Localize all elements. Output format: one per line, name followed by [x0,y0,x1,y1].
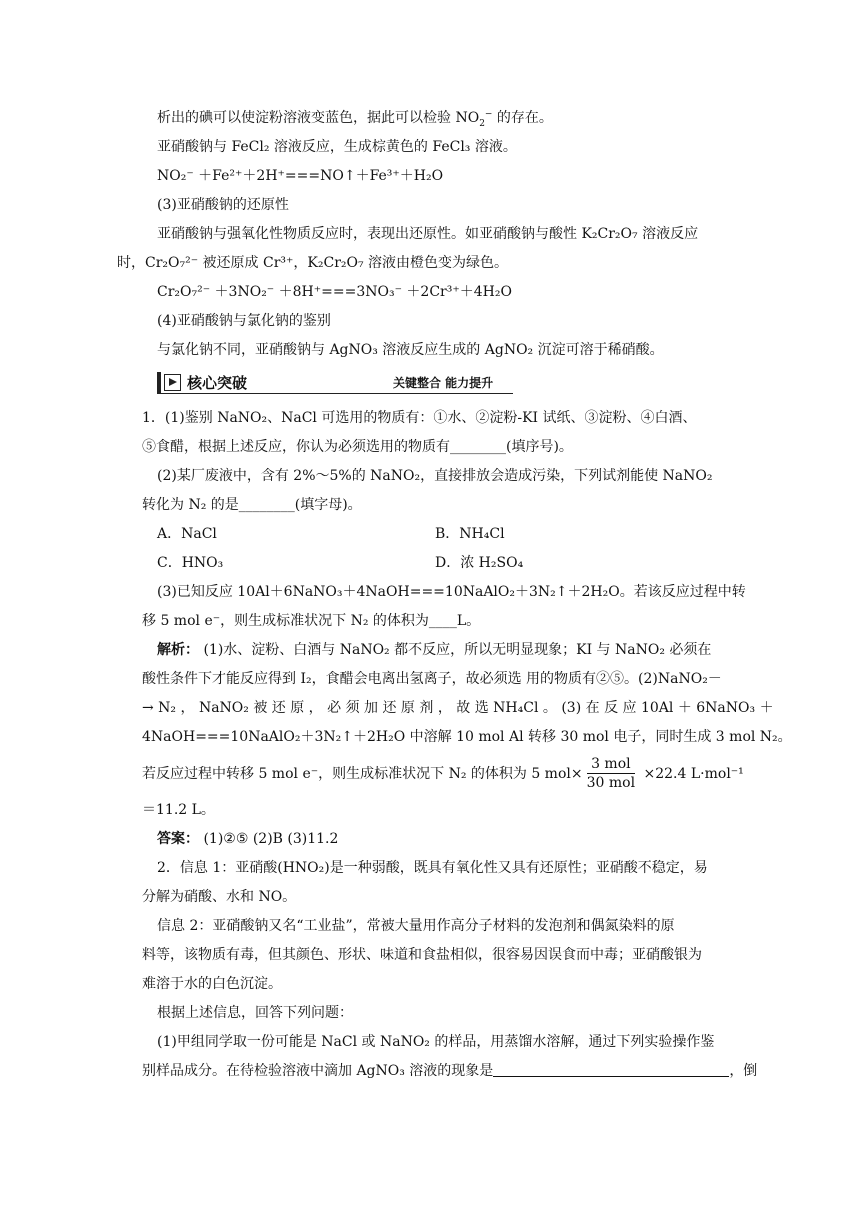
banner-subtitle: 关键整合 能力提升 [393,376,494,390]
play-icon [164,374,181,391]
question-line: ⑤食醋，根据上述反应，你认为必须选用的物质有________(填序号)。 [142,439,573,455]
answer-line: 答案： (1)②⑤ (2)B (3)11.2 [157,831,339,847]
analysis-line: → N₂ ， NaNO₂ 被 还 原 ， 必 须 加 还 原 剂 ， 故 选 NH₄Cl 。 (3) 在 反 应 10Al ＋ 6NaNO₃ ＋ [142,700,774,716]
question-line: 信息 2：亚硝酸钠又名“工业盐”，常被大量用作高分子材料的发泡剂和偶氮染料的原 [157,918,675,934]
question-line: 难溶于水的白色沉淀。 [142,976,282,992]
section-banner [157,368,513,398]
question-line: 分解为硝酸、水和 NO。 [142,889,297,905]
options-row [157,549,737,578]
text-line: 析出的碘可以使淀粉溶液变蓝色，据此可以检验 $NO_2^-$ 的存在。 [157,109,553,129]
question-line: (2)某厂废液中，含有 2%～5%的 NaNO₂，直接排放会造成污染，下列试剂能使 NaNO₂ [157,468,713,484]
question-line: 2．信息 1：亚硝酸(HNO₂)是一种弱酸，既具有氧化性又具有还原性；亚硝酸不稳定，易 [157,860,708,876]
option-c: C．HNO₃ [157,555,224,571]
banner-title: 核心突破 [187,374,248,392]
answer-label: 答案： [157,831,199,847]
answer-blank [493,1062,729,1077]
option-b: B．NH₄Cl [435,526,505,542]
question-line: 根据上述信息，回答下列问题： [157,1005,353,1021]
divider [157,393,513,394]
question-line: 料等，该物质有毒，但其颜色、形状、味道和食盐相似，很容易因误食而中毒；亚硝酸银为 [142,947,702,963]
option-d: D．浓 H₂SO₄ [435,555,524,571]
section-heading: (4)亚硝酸钠与氯化钠的鉴别 [157,313,331,329]
question-line: (3)已知反应 10Al＋6NaNO₃＋4NaOH===10NaAlO₂＋3N₂↑＋2H₂O。若该反应过程中转 [157,584,746,600]
question-line: 移 5 mol e⁻，则生成标准状况下 N₂ 的体积为____L。 [142,613,481,629]
question-line: 1．(1)鉴别 NaNO₂、NaCl 可选用的物质有：①水、②淀粉-KI 试纸、③淀粉、④白酒、 [142,410,697,426]
analysis-label: 解析： [157,642,199,658]
text-line: 亚硝酸钠与 FeCl₂ 溶液反应，生成棕黄色的 FeCl₃ 溶液。 [157,139,517,155]
text-line: 与氯化钠不同，亚硝酸钠与 AgNO₃ 溶液反应生成的 AgNO₂ 沉淀可溶于稀硝酸。 [157,342,664,358]
option-a: A．NaCl [157,526,217,542]
question-line: (1)甲组同学取一份可能是 NaCl 或 NaNO₂ 的样品，用蒸馏水溶解，通过下列实验操作鉴 [157,1034,715,1050]
analysis-line: 酸性条件下才能反应得到 I₂，食醋会电离出氢离子，故必须选 用的物质有②⑤。(2)NaNO₂－ [142,671,722,687]
equation-line: Cr₂O₇²⁻ ＋3NO₂⁻ ＋8H⁺===3NO₃⁻ ＋2Cr³⁺＋4H₂O [157,284,512,300]
text-line: 亚硝酸钠与强氧化性物质反应时，表现出还原性。如亚硝酸钠与酸性 K₂Cr₂O₇ 溶液反应 [157,226,699,242]
analysis-line: 解析： (1)水、淀粉、白酒与 NaNO₂ 都不反应，所以无明显现象；KI 与 NaNO₂ 必须在 [157,642,712,658]
question-line: 转化为 N₂ 的是________(填字母)。 [142,497,362,513]
analysis-line: 4NaOH===10NaAlO₂＋3N₂↑＋2H₂O 中溶解 10 mol Al 转移 30 mol 电子，同时生成 3 mol N₂。 [142,729,792,745]
fraction: $\frac{\text{3 mol}}{\text{30 mol}}$ [586,756,636,791]
document-body [117,104,792,1086]
analysis-line: 若反应过程中转移 5 mol e⁻，则生成标准状况下 N₂ 的体积为 5 mol× $\frac{\text{3 mol}}{\text{30 mol}}$ ×22.4 L·mol⁻¹ [142,756,744,791]
section-heading: (3)亚硝酸钠的还原性 [157,197,289,213]
text-line: 时，Cr₂O₇²⁻ 被还原成 Cr³⁺，K₂Cr₂O₇ 溶液由橙色变为绿色。 [117,255,509,271]
options-row [157,520,737,549]
equation-line: NO₂⁻ ＋Fe²⁺＋2H⁺===NO↑＋Fe³⁺＋H₂O [157,168,444,184]
analysis-line: ＝11.2 L。 [142,802,215,818]
question-line: 别样品成分。在待检验溶液中滴加 AgNO₃ 溶液的现象是 ，倒 [142,1063,758,1079]
